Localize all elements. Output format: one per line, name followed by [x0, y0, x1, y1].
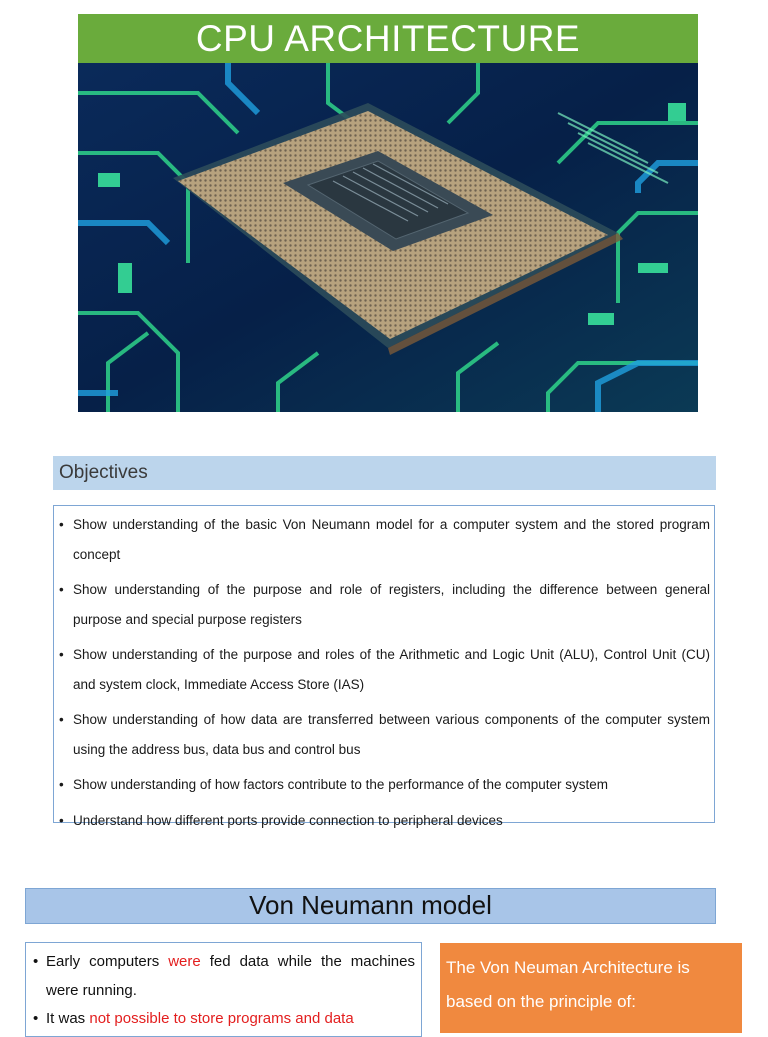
list-item: • Show understanding of the basic Von Neumann model for a computer system and the stored program concept	[56, 510, 710, 569]
principle-callout: The Von Neuman Architecture is based on the principle of:	[440, 943, 742, 1033]
von-neumann-notes	[25, 942, 422, 1037]
objectives-list	[56, 510, 710, 841]
text-segment: Early computers	[46, 953, 169, 970]
highlight-text: were	[168, 953, 201, 970]
page-title: CPU ARCHITECTURE	[78, 14, 698, 63]
list-item: • Show understanding of how factors contribute to the performance of the computer system	[56, 770, 710, 800]
list-item: • Show understanding of the purpose and roles of the Arithmetic and Logic Unit (ALU), Control Unit (CU) and system clock, Immediate Access Store (IAS)	[56, 640, 710, 699]
list-item	[30, 948, 415, 1005]
text-segment: It was	[46, 1010, 90, 1027]
text-segment: fed data while the machines were running.	[46, 953, 415, 999]
cpu-chip-image	[78, 63, 698, 412]
section-heading-von-neumann: Von Neumann model	[25, 888, 716, 924]
list-item: • Understand how different ports provide connection to peripheral devices	[56, 806, 710, 836]
highlight-text: not possible to store programs and data	[89, 1010, 354, 1027]
list-item	[30, 1005, 415, 1034]
objectives-heading: Objectives	[53, 456, 716, 490]
list-item: • Show understanding of how data are transferred between various components of the computer system using the address bus, data bus and control bus	[56, 705, 710, 764]
list-item: • Show understanding of the purpose and role of registers, including the difference between general purpose and special purpose registers	[56, 575, 710, 634]
